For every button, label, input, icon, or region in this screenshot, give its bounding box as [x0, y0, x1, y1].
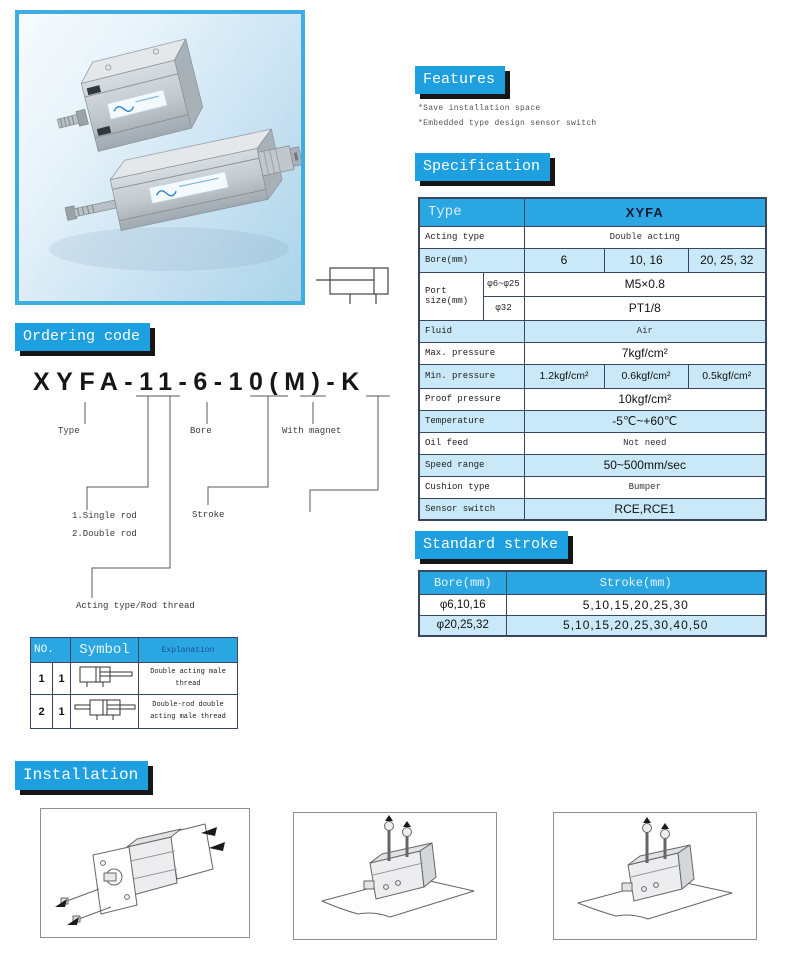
ordering-label-type: Type	[58, 426, 80, 436]
standard-stroke-table	[418, 570, 767, 637]
ordering-label-stroke: Stroke	[192, 510, 225, 520]
spec-value: Not need	[524, 432, 766, 454]
spec-label: Cushion type	[419, 476, 524, 498]
ordering-code-string: XYFA-11-6-10(M)-K	[33, 368, 366, 396]
features-section-title: Features	[415, 66, 505, 94]
spec-label: Min. pressure	[419, 364, 524, 388]
installation-section-title: Installation	[15, 761, 148, 790]
symbol-row-code: 1	[53, 663, 71, 695]
specification-table	[418, 197, 767, 521]
spec-label: Fluid	[419, 320, 524, 342]
spec-value: 1.2kgf/cm²	[524, 364, 604, 388]
symbol-row-no: 2	[31, 695, 53, 729]
ordering-label-double-rod: 2.Double rod	[72, 529, 137, 539]
spec-value: RCE,RCE1	[524, 498, 766, 520]
spec-sublabel: φ6~φ25	[483, 272, 524, 296]
table-row	[31, 695, 238, 729]
symbol-table-header-symbol: Symbol	[71, 638, 139, 663]
symbol-row-code: 1	[53, 695, 71, 729]
spec-header-type: Type	[419, 198, 524, 226]
spec-value: 0.5kgf/cm²	[688, 364, 766, 388]
ordering-label-acting-type: Acting type/Rod thread	[76, 601, 195, 611]
installation-diagram-through-bolt	[40, 808, 250, 938]
ordering-code-section-title: Ordering code	[15, 323, 150, 351]
spec-value: 10, 16	[604, 248, 688, 272]
stroke-row-bore: φ6,10,16	[419, 594, 506, 615]
spec-label: Bore(mm)	[419, 248, 524, 272]
installation-diagram-top-screw	[293, 812, 497, 940]
standard-stroke-section-title: Standard stroke	[415, 531, 568, 559]
ordering-label-single-rod: 1.Single rod	[72, 511, 137, 521]
symbol-table-header-no: NO.	[31, 638, 71, 663]
table-row	[31, 663, 238, 695]
symbol-table-header-explanation: Explanation	[139, 638, 238, 663]
spec-label: Speed range	[419, 454, 524, 476]
feature-item: *Save installation space	[418, 104, 541, 113]
spec-label: Port size(mm)	[419, 272, 483, 320]
spec-label: Acting type	[419, 226, 524, 248]
spec-value: Bumper	[524, 476, 766, 498]
specification-section-title: Specification	[415, 153, 550, 181]
spec-label: Proof pressure	[419, 388, 524, 410]
single-rod-cylinder-symbol-icon	[71, 663, 139, 695]
symbol-row-explanation: Double-rod double acting male thread	[139, 695, 238, 729]
cylinder-schematic-icon	[316, 258, 398, 310]
spec-value: 6	[524, 248, 604, 272]
stroke-row-values: 5,10,15,20,25,30,40,50	[506, 615, 766, 636]
spec-value: M5×0.8	[524, 272, 766, 296]
spec-value: Double acting	[524, 226, 766, 248]
stroke-header-stroke: Stroke(mm)	[506, 571, 766, 594]
spec-label: Sensor switch	[419, 498, 524, 520]
ordering-label-with-magnet: With magnet	[282, 426, 342, 436]
spec-value: -5℃~+60℃	[524, 410, 766, 432]
cylinders-photo-art	[19, 14, 301, 301]
stroke-row-values: 5,10,15,20,25,30	[506, 594, 766, 615]
spec-value: PT1/8	[524, 296, 766, 320]
spec-label: Temperature	[419, 410, 524, 432]
stroke-row-bore: φ20,25,32	[419, 615, 506, 636]
spec-value: 20, 25, 32	[688, 248, 766, 272]
double-rod-cylinder-symbol-icon	[71, 695, 139, 729]
ordering-label-bore: Bore	[190, 426, 212, 436]
spec-header-model: XYFA	[524, 198, 766, 226]
product-photo	[15, 10, 305, 305]
spec-value: 10kgf/cm²	[524, 388, 766, 410]
spec-label: Max. pressure	[419, 342, 524, 364]
installation-diagram-top-screw-plate	[553, 812, 757, 940]
spec-sublabel: φ32	[483, 296, 524, 320]
symbol-row-no: 1	[31, 663, 53, 695]
spec-value: Air	[524, 320, 766, 342]
spec-value: 0.6kgf/cm²	[604, 364, 688, 388]
stroke-header-bore: Bore(mm)	[419, 571, 506, 594]
symbol-row-explanation: Double acting male thread	[139, 663, 238, 695]
spec-label: Oil feed	[419, 432, 524, 454]
feature-item: *Embedded type design sensor switch	[418, 119, 597, 128]
spec-value: 7kgf/cm²	[524, 342, 766, 364]
symbol-table	[30, 637, 238, 729]
spec-value: 50~500mm/sec	[524, 454, 766, 476]
